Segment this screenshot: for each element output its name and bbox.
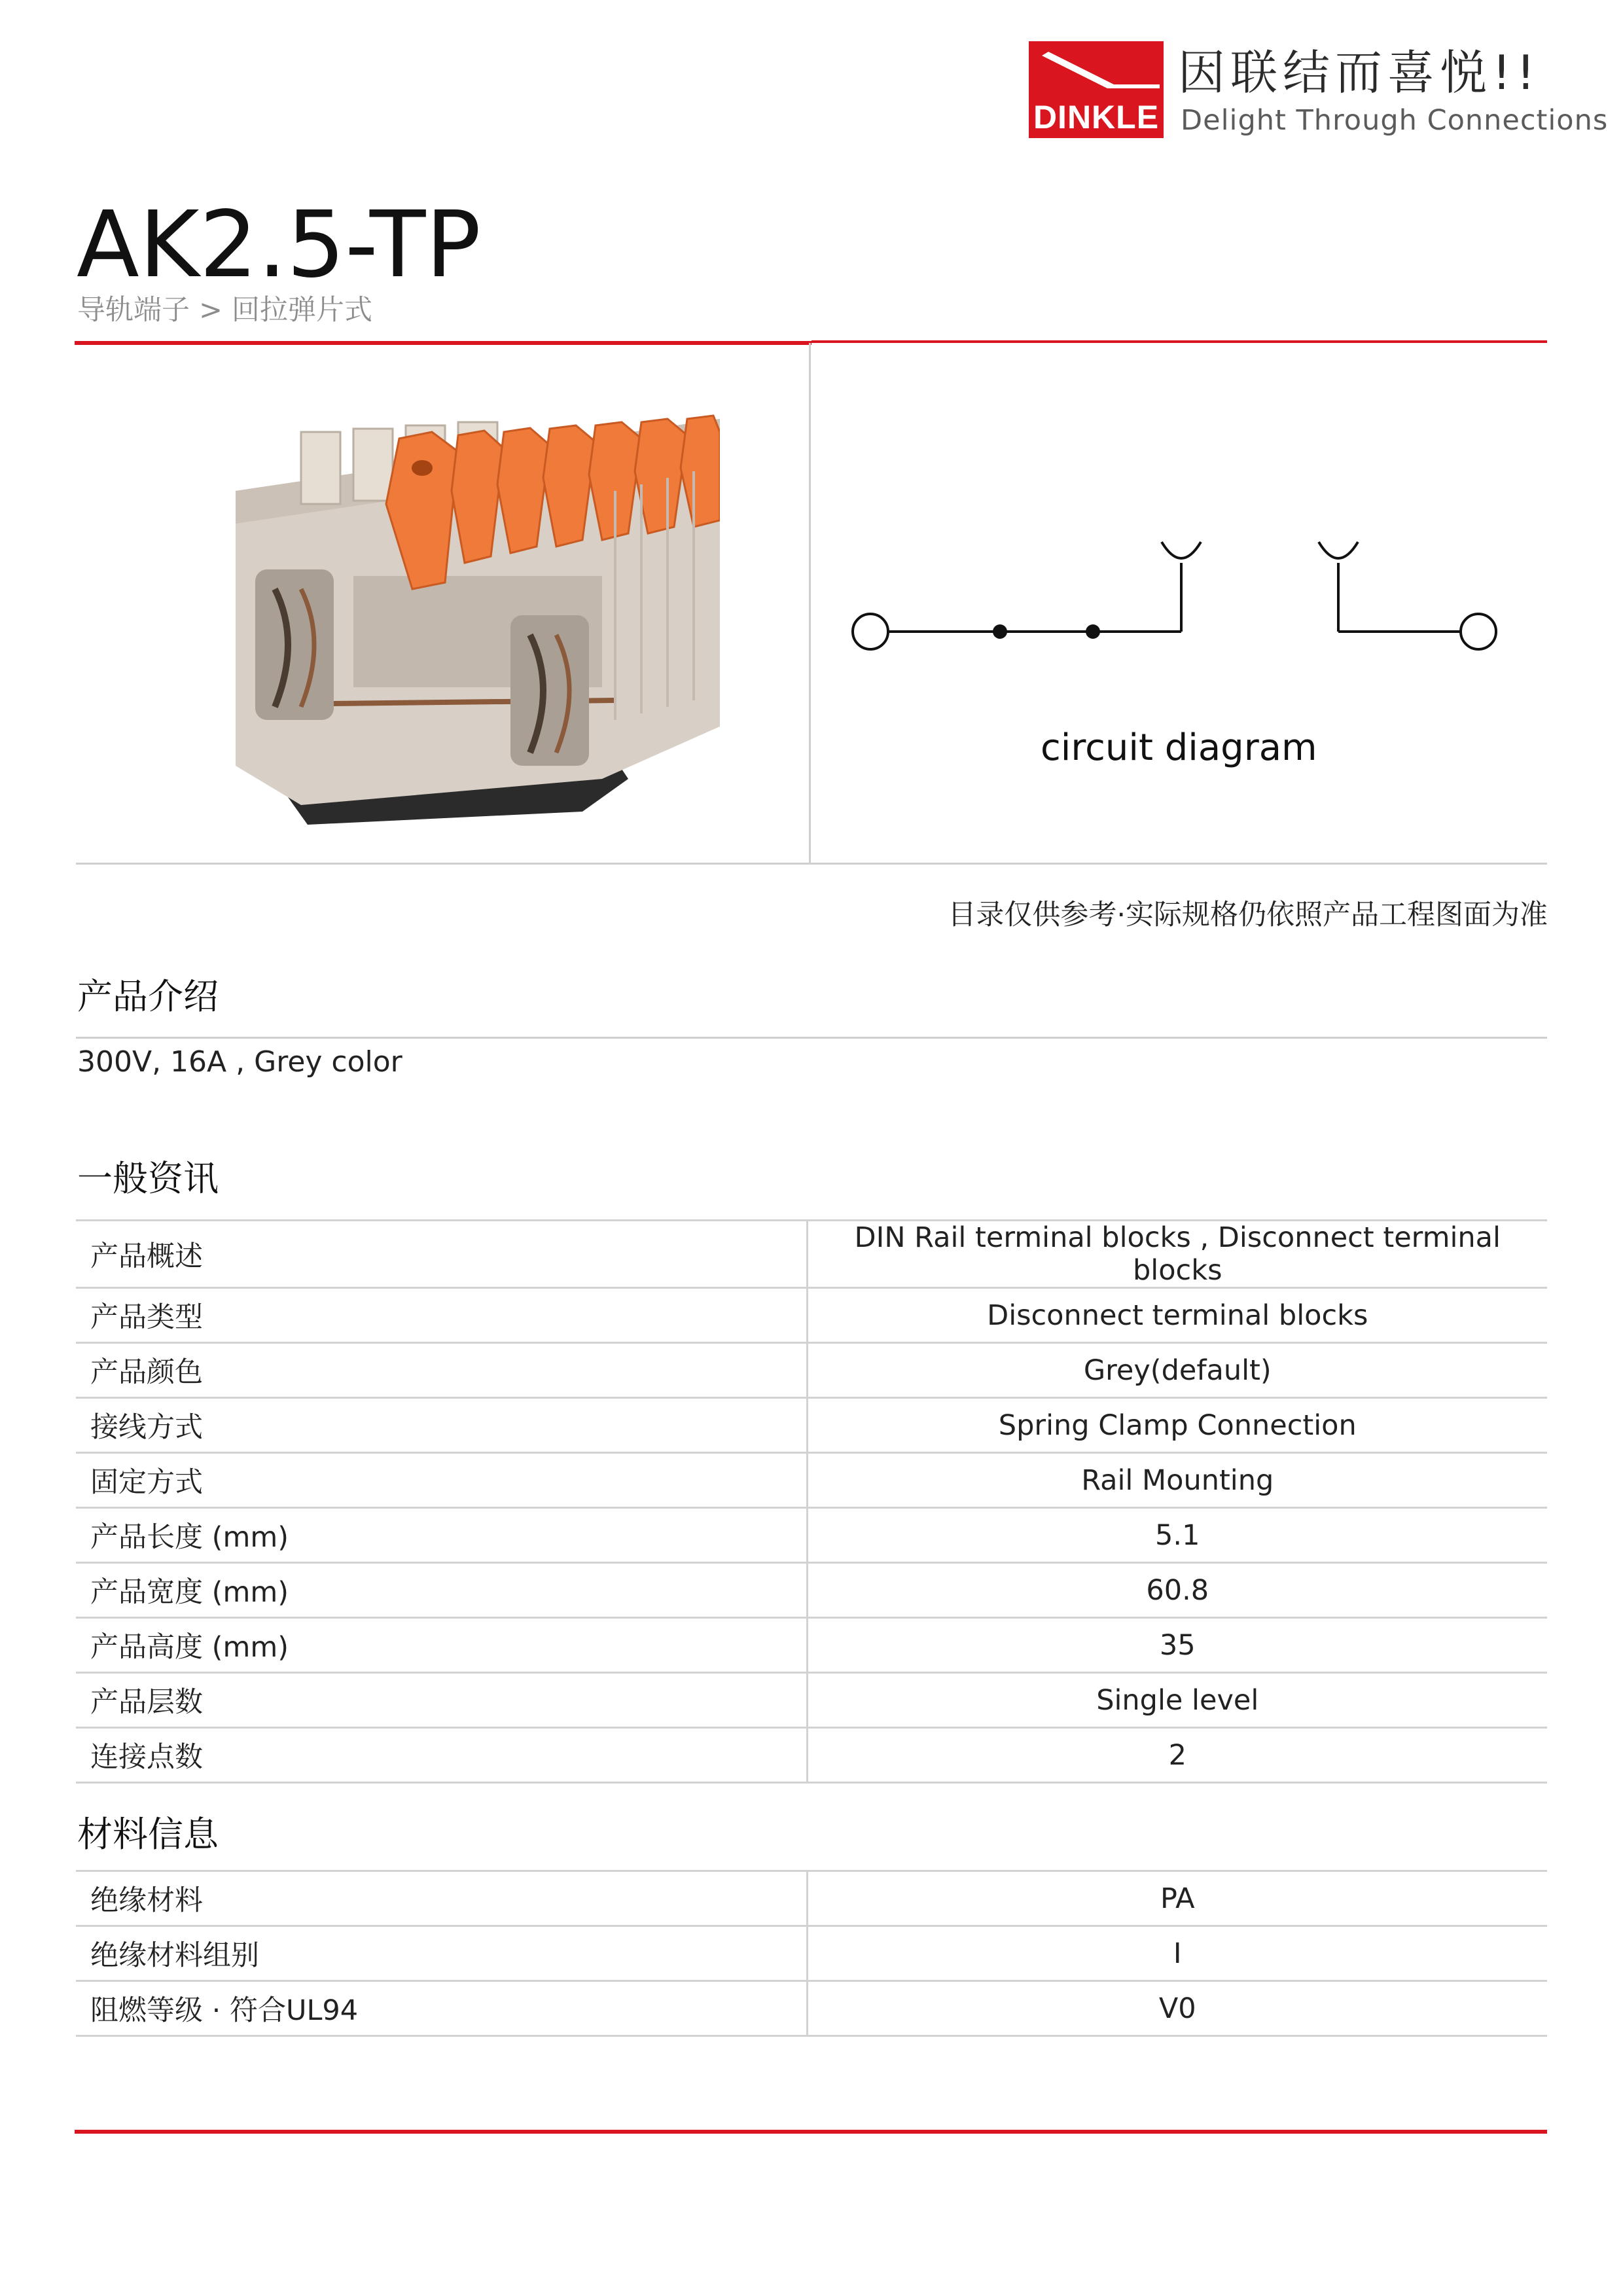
spec-value: Spring Clamp Connection: [807, 1398, 1547, 1453]
spec-value: Single level: [807, 1673, 1547, 1728]
section-title-material: 材料信息: [77, 1814, 219, 1855]
table-row: [76, 1563, 1547, 1618]
slogan-chinese: 因联结而喜悦!!: [1178, 45, 1541, 100]
spec-key: 产品高度 (mm): [76, 1618, 807, 1673]
spec-key: 连接点数: [76, 1728, 807, 1783]
table-row: [76, 1398, 1547, 1453]
spec-key: 阻燃等级 · 符合UL94: [76, 1981, 807, 2036]
logo-stripes-icon: [1029, 41, 1164, 98]
disclaimer-note: 目录仅供参考·实际规格仍依照产品工程图面为准: [948, 899, 1548, 931]
intro-text: 300V, 16A , Grey color: [77, 1045, 402, 1079]
table-row: [76, 1871, 1547, 1926]
product-model-title: AK2.5-TP: [77, 192, 481, 298]
spec-key: 产品概述: [76, 1221, 807, 1288]
intro-rule: [76, 1037, 1547, 1039]
table-row: [76, 1343, 1547, 1398]
title-underline-red-left: [75, 341, 812, 345]
breadcrumb-separator: >: [199, 294, 223, 327]
spec-value: PA: [807, 1871, 1547, 1926]
table-row: [76, 1508, 1547, 1563]
spec-value: Rail Mounting: [807, 1453, 1547, 1508]
table-row: [76, 1618, 1547, 1673]
table-row: [76, 1221, 1547, 1288]
table-row: [76, 1981, 1547, 2036]
breadcrumb-category: 导轨端子: [77, 294, 190, 327]
spec-key: 绝缘材料组别: [76, 1926, 807, 1981]
spec-value: Disconnect terminal blocks: [807, 1288, 1547, 1343]
table-row: [76, 1288, 1547, 1343]
title-underline-red-right: [812, 340, 1547, 343]
circuit-diagram: [825, 511, 1518, 681]
spec-key: 固定方式: [76, 1453, 807, 1508]
section-title-general: 一般资讯: [77, 1158, 219, 1199]
footer-rule-red: [75, 2130, 1547, 2134]
spec-value: V0: [807, 1981, 1547, 2036]
circuit-diagram-label: circuit diagram: [1041, 726, 1317, 769]
spec-value: 5.1: [807, 1508, 1547, 1563]
material-info-table: [76, 1870, 1547, 2037]
table-row: [76, 1673, 1547, 1728]
table-row: [76, 1926, 1547, 1981]
general-info-table: [76, 1219, 1547, 1784]
table-row: [76, 1728, 1547, 1783]
junction-dot-1: [993, 624, 1007, 639]
spec-key: 接线方式: [76, 1398, 807, 1453]
breadcrumb-subcategory: 回拉弹片式: [232, 294, 373, 327]
section-title-intro: 产品介绍: [77, 976, 219, 1017]
spec-value: 2: [807, 1728, 1547, 1783]
spec-value: 35: [807, 1618, 1547, 1673]
product-photo: [183, 412, 720, 857]
junction-dot-2: [1086, 624, 1100, 639]
brand-name: DINKLE: [1033, 99, 1160, 135]
spec-key: 产品颜色: [76, 1343, 807, 1398]
table-row: [76, 1453, 1547, 1508]
breadcrumb: [77, 292, 372, 329]
spec-value: I: [807, 1926, 1547, 1981]
spec-value: Grey(default): [807, 1343, 1547, 1398]
spec-key: 绝缘材料: [76, 1871, 807, 1926]
spec-key: 产品类型: [76, 1288, 807, 1343]
spec-value: 60.8: [807, 1563, 1547, 1618]
spec-key: 产品长度 (mm): [76, 1508, 807, 1563]
spec-key: 产品宽度 (mm): [76, 1563, 807, 1618]
spec-value: DIN Rail terminal blocks , Disconnect terminal blocks: [807, 1221, 1547, 1288]
spec-key: 产品层数: [76, 1673, 807, 1728]
image-divider-vertical: [809, 343, 811, 864]
slogan-english: Delight Through Connections: [1181, 104, 1609, 137]
image-bottom-rule: [76, 863, 1547, 865]
